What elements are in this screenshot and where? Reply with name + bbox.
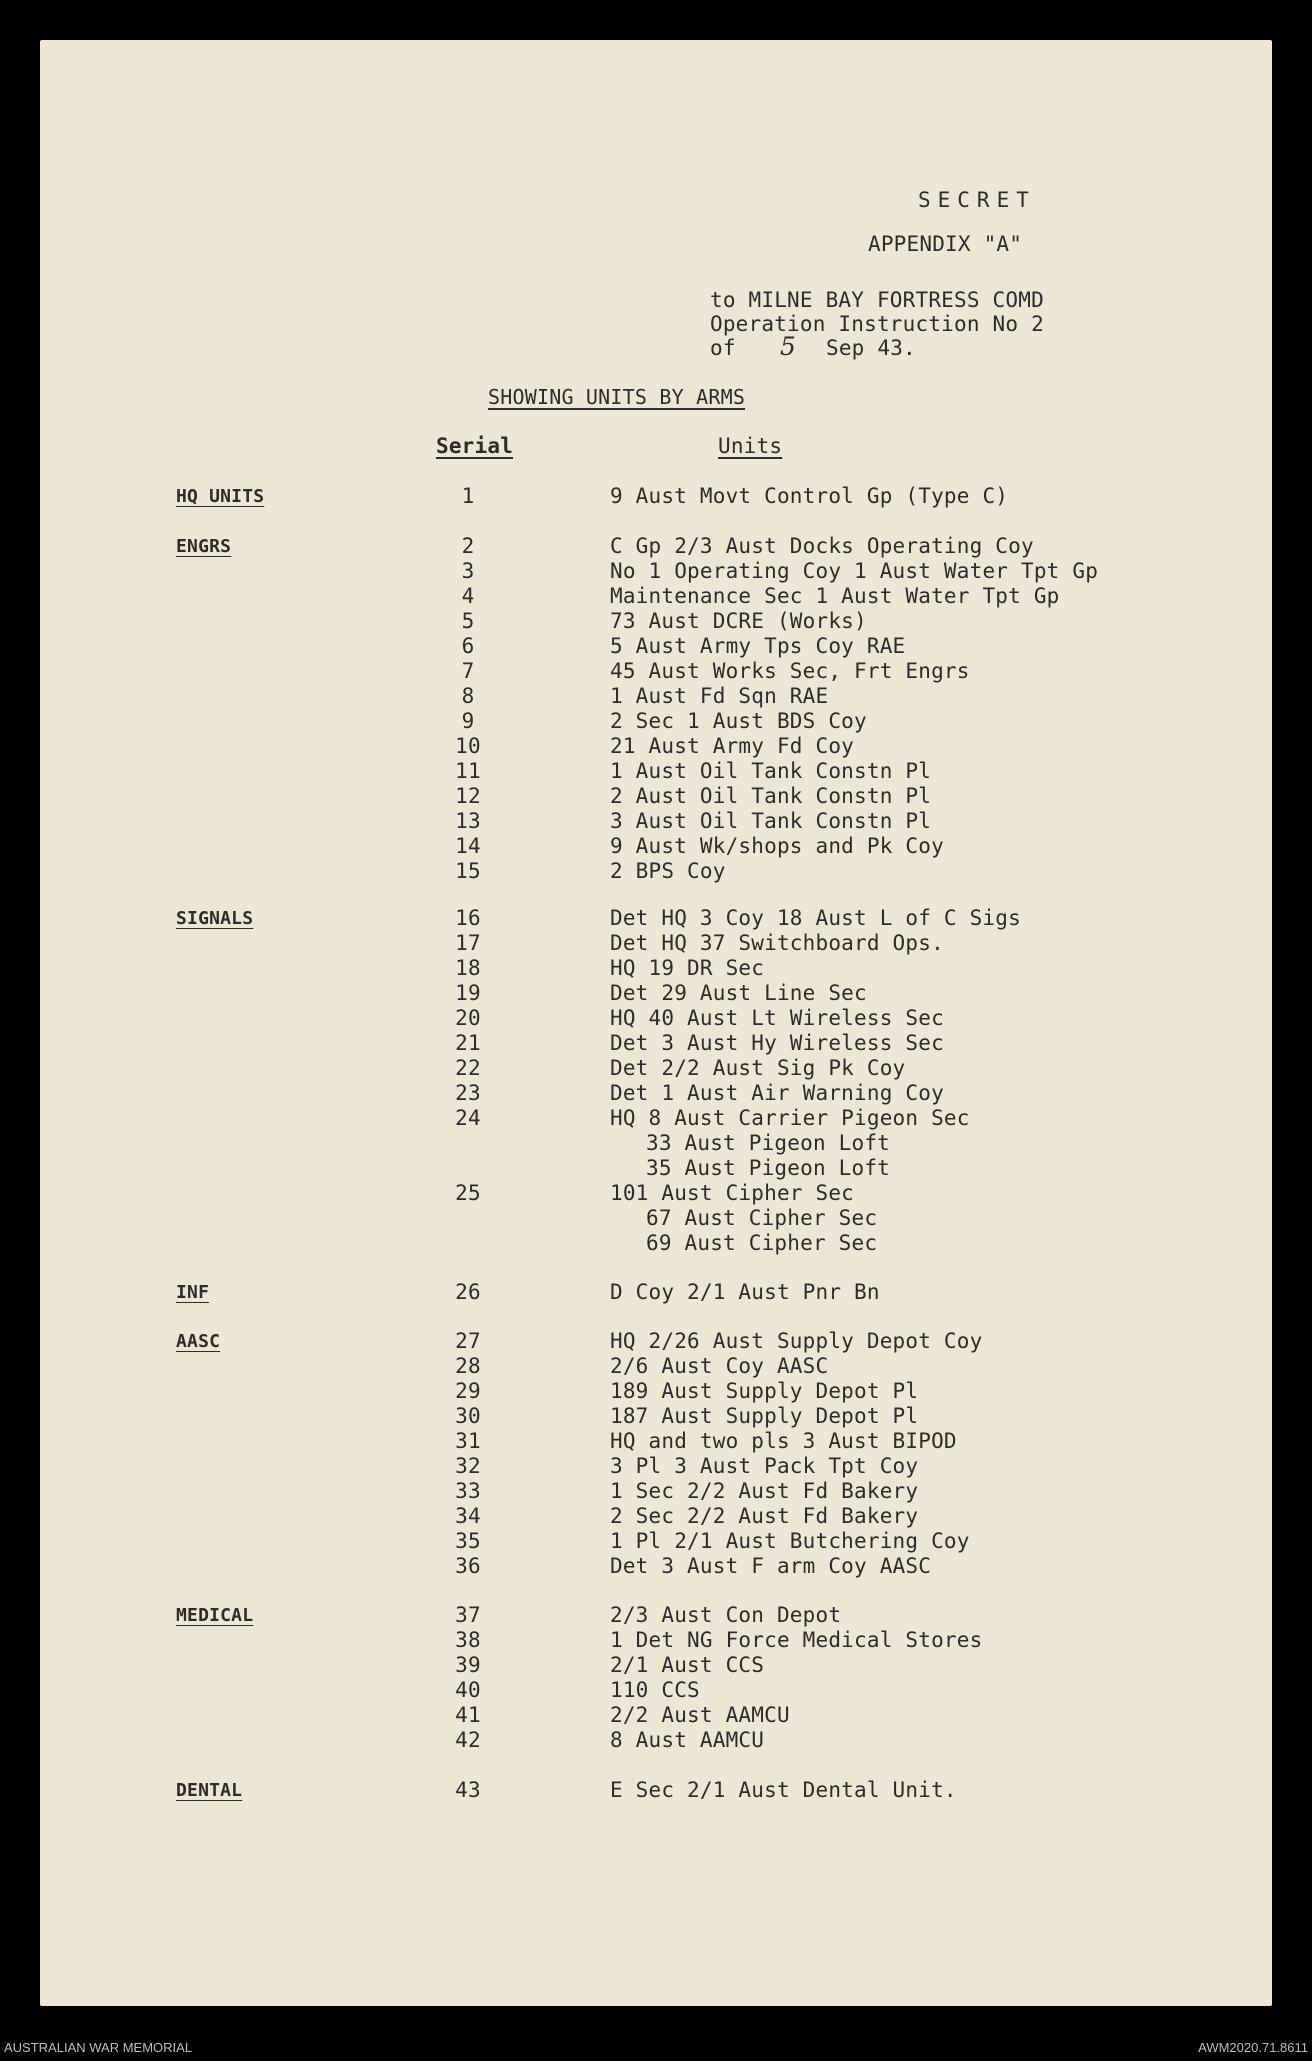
serial-number: 9 (461, 709, 475, 733)
unit-name: D Coy 2/1 Aust Pnr Bn (610, 1280, 880, 1304)
date-of: of (710, 336, 736, 360)
unit-name: 1 Sec 2/2 Aust Fd Bakery (610, 1479, 919, 1503)
unit-name: Det 3 Aust F arm Coy AASC (610, 1554, 932, 1578)
unit-name: 69 Aust Cipher Sec (646, 1231, 878, 1255)
unit-name: 1 Aust Fd Sqn RAE (610, 684, 829, 708)
section-heading: DENTAL (176, 1780, 243, 1801)
unit-name: No 1 Operating Coy 1 Aust Water Tpt Gp (610, 559, 1099, 583)
serial-number: 17 (455, 931, 481, 955)
unit-name: 2/2 Aust AAMCU (610, 1703, 790, 1727)
unit-name: 5 Aust Army Tps Coy RAE (610, 634, 906, 658)
serial-number: 34 (455, 1504, 481, 1528)
serial-number: 37 (455, 1603, 481, 1627)
appendix-label: APPENDIX "A" (868, 232, 1023, 256)
unit-name: 1 Aust Oil Tank Constn Pl (610, 759, 932, 783)
unit-name: 33 Aust Pigeon Loft (646, 1131, 891, 1155)
unit-name: 2 BPS Coy (610, 859, 726, 883)
serial-number: 43 (455, 1778, 481, 1802)
unit-name: 9 Aust Wk/shops and Pk Coy (610, 834, 944, 858)
unit-name: Det 3 Aust Hy Wireless Sec (610, 1031, 944, 1055)
serial-number: 28 (455, 1354, 481, 1378)
serial-number: 35 (455, 1529, 481, 1553)
date-day-handwritten: 5 (780, 332, 797, 361)
serial-column-header: Serial (436, 434, 514, 458)
serial-number: 7 (461, 659, 475, 683)
serial-number: 23 (455, 1081, 481, 1105)
unit-name: 2 Sec 1 Aust BDS Coy (610, 709, 867, 733)
serial-number: 10 (455, 734, 481, 758)
unit-name: 45 Aust Works Sec, Frt Engrs (610, 659, 970, 683)
unit-name: 110 CCS (610, 1678, 700, 1702)
serial-number: 31 (455, 1429, 481, 1453)
unit-name: 67 Aust Cipher Sec (646, 1206, 878, 1230)
serial-number: 11 (455, 759, 481, 783)
unit-name: 8 Aust AAMCU (610, 1728, 765, 1752)
section-heading: ENGRS (176, 536, 232, 557)
serial-number: 13 (455, 809, 481, 833)
serial-number: 36 (455, 1554, 481, 1578)
serial-number: 5 (461, 609, 475, 633)
unit-name: 2/1 Aust CCS (610, 1653, 765, 1677)
serial-number: 14 (455, 834, 481, 858)
date-rest: Sep 43. (826, 336, 916, 360)
classification-marking: SECRET (918, 188, 1036, 212)
unit-name: 189 Aust Supply Depot Pl (610, 1379, 919, 1403)
serial-number: 16 (455, 906, 481, 930)
serial-number: 30 (455, 1404, 481, 1428)
unit-name: E Sec 2/1 Aust Dental Unit. (610, 1778, 957, 1802)
instruction-line: Operation Instruction No 2 (710, 312, 1044, 336)
unit-name: HQ and two pls 3 Aust BIPOD (610, 1429, 957, 1453)
unit-name: 2/3 Aust Con Depot (610, 1603, 842, 1627)
serial-number: 27 (455, 1329, 481, 1353)
unit-name: 1 Pl 2/1 Aust Butchering Coy (610, 1529, 970, 1553)
document-title: SHOWING UNITS BY ARMS (488, 385, 746, 409)
unit-name: Maintenance Sec 1 Aust Water Tpt Gp (610, 584, 1060, 608)
serial-number: 29 (455, 1379, 481, 1403)
serial-number: 25 (455, 1181, 481, 1205)
serial-number: 1 (461, 484, 475, 508)
serial-number: 4 (461, 584, 475, 608)
unit-name: HQ 8 Aust Carrier Pigeon Sec (610, 1106, 970, 1130)
footer-reference: AWM2020.71.8611 (1198, 2040, 1308, 2055)
unit-name: 2 Sec 2/2 Aust Fd Bakery (610, 1504, 919, 1528)
unit-name: 73 Aust DCRE (Works) (610, 609, 867, 633)
unit-name: 21 Aust Army Fd Coy (610, 734, 855, 758)
unit-name: HQ 19 DR Sec (610, 956, 765, 980)
units-column-header: Units (718, 434, 783, 458)
unit-name: Det 1 Aust Air Warning Coy (610, 1081, 944, 1105)
serial-number: 39 (455, 1653, 481, 1677)
serial-number: 6 (461, 634, 475, 658)
unit-name: 35 Aust Pigeon Loft (646, 1156, 891, 1180)
unit-name: 2/6 Aust Coy AASC (610, 1354, 829, 1378)
serial-number: 8 (461, 684, 475, 708)
serial-number: 21 (455, 1031, 481, 1055)
unit-name: 3 Pl 3 Aust Pack Tpt Coy (610, 1454, 919, 1478)
unit-name: HQ 2/26 Aust Supply Depot Coy (610, 1329, 983, 1353)
serial-number: 38 (455, 1628, 481, 1652)
section-heading: MEDICAL (176, 1605, 254, 1626)
unit-name: 3 Aust Oil Tank Constn Pl (610, 809, 932, 833)
unit-name: Det HQ 37 Switchboard Ops. (610, 931, 944, 955)
serial-number: 26 (455, 1280, 481, 1304)
section-heading: AASC (176, 1331, 221, 1352)
serial-number: 15 (455, 859, 481, 883)
serial-number: 3 (461, 559, 475, 583)
serial-number: 42 (455, 1728, 481, 1752)
unit-name: 187 Aust Supply Depot Pl (610, 1404, 919, 1428)
serial-number: 2 (461, 534, 475, 558)
section-heading: HQ UNITS (176, 486, 265, 507)
section-heading: SIGNALS (176, 908, 254, 929)
serial-number: 24 (455, 1106, 481, 1130)
to-line: to MILNE BAY FORTRESS COMD (710, 288, 1044, 312)
unit-name: 101 Aust Cipher Sec (610, 1181, 855, 1205)
unit-name: 2 Aust Oil Tank Constn Pl (610, 784, 932, 808)
unit-name: HQ 40 Aust Lt Wireless Sec (610, 1006, 944, 1030)
serial-number: 40 (455, 1678, 481, 1702)
serial-number: 19 (455, 981, 481, 1005)
unit-name: 1 Det NG Force Medical Stores (610, 1628, 983, 1652)
section-heading: INF (176, 1282, 210, 1303)
serial-number: 41 (455, 1703, 481, 1727)
footer-institution: AUSTRALIAN WAR MEMORIAL (4, 2040, 193, 2055)
serial-number: 22 (455, 1056, 481, 1080)
unit-name: 9 Aust Movt Control Gp (Type C) (610, 484, 1009, 508)
serial-number: 20 (455, 1006, 481, 1030)
unit-name: C Gp 2/3 Aust Docks Operating Coy (610, 534, 1034, 558)
serial-number: 33 (455, 1479, 481, 1503)
unit-name: Det HQ 3 Coy 18 Aust L of C Sigs (610, 906, 1021, 930)
unit-name: Det 2/2 Aust Sig Pk Coy (610, 1056, 906, 1080)
serial-number: 18 (455, 956, 481, 980)
unit-name: Det 29 Aust Line Sec (610, 981, 867, 1005)
serial-number: 12 (455, 784, 481, 808)
serial-number: 32 (455, 1454, 481, 1478)
